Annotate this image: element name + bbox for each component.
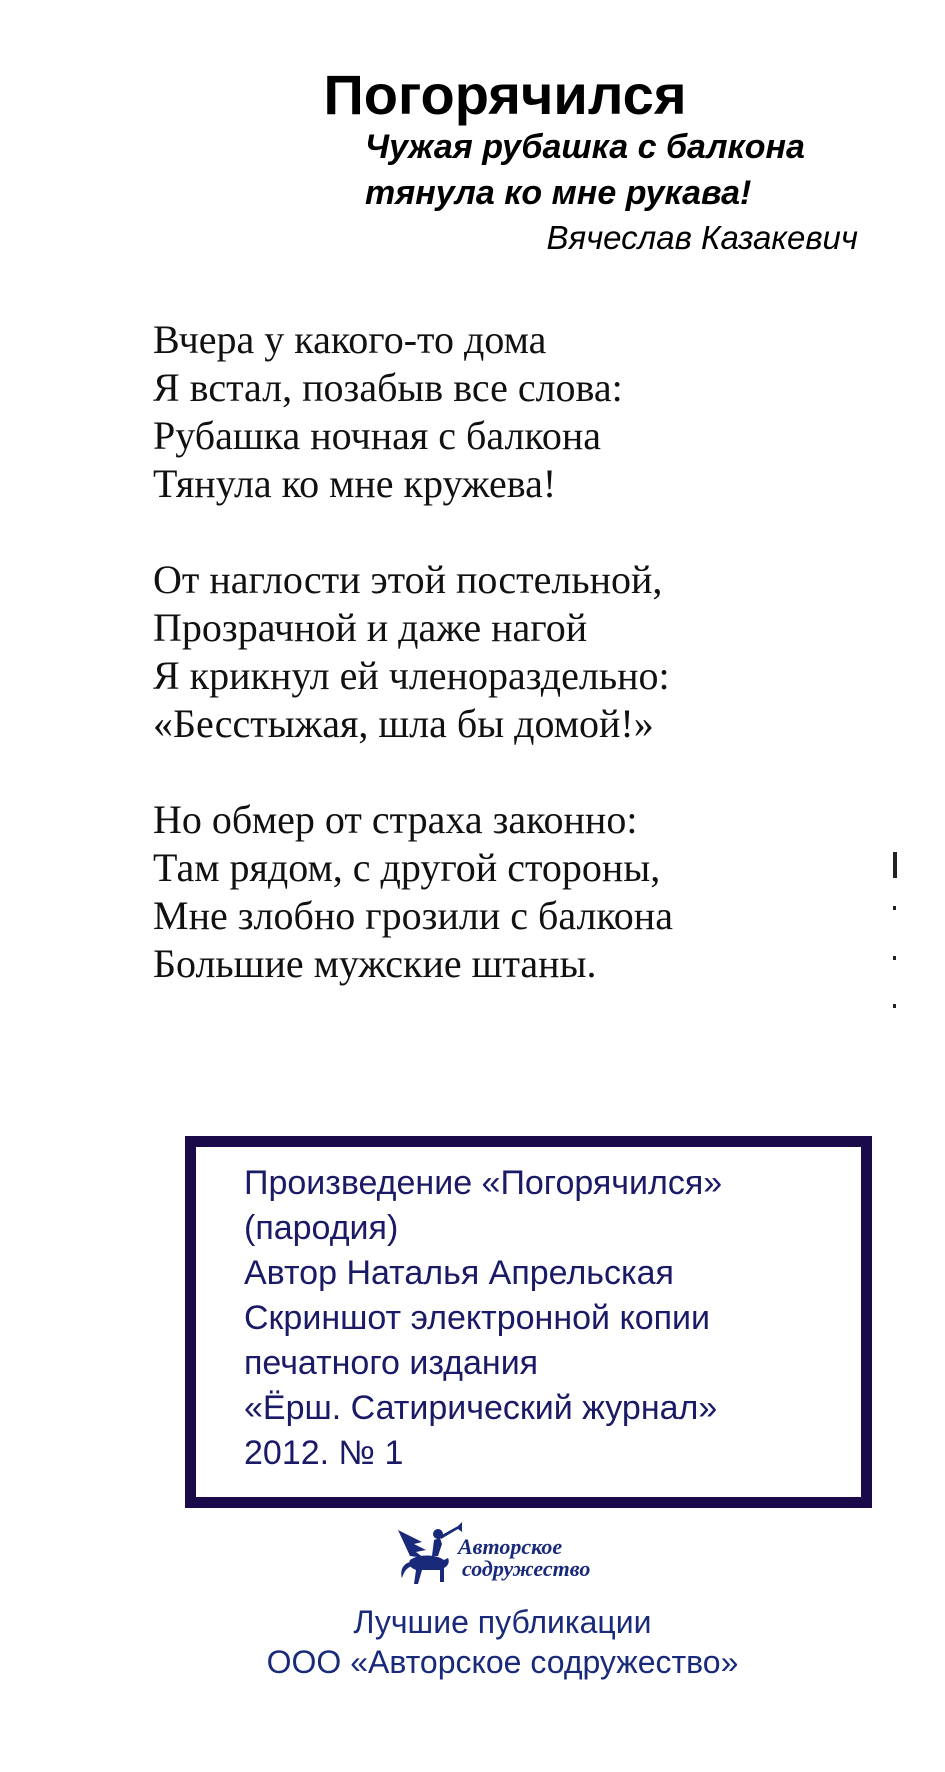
- info-line: «Ёрш. Сатирический журнал»: [244, 1389, 718, 1427]
- poem: [153, 316, 673, 1036]
- poem-line: Я крикнул ей членораздельно:: [153, 653, 670, 698]
- logo-line: Авторское: [458, 1534, 563, 1559]
- page-title: Погорячился: [323, 63, 687, 126]
- logo-line: содружество: [462, 1556, 591, 1581]
- edge-fragment: [893, 1004, 896, 1008]
- poem-line: Я встал, позабыв все слова:: [153, 365, 623, 410]
- epigraph-author: Вячеслав Казакевич: [546, 219, 858, 256]
- info-line: 2012. № 1: [244, 1434, 404, 1472]
- poem-line: Там рядом, с другой стороны,: [153, 845, 661, 890]
- info-line: Скриншот электронной копии: [244, 1299, 711, 1337]
- edge-fragment: [893, 852, 897, 878]
- epigraph-line: тянула ко мне рукава!: [365, 174, 752, 212]
- epigraph-line: Чужая рубашка с балкона: [365, 128, 805, 166]
- poem-stanza: [153, 796, 673, 988]
- footer-line: Лучшие публикации: [353, 1604, 652, 1640]
- info-box: [185, 1136, 872, 1508]
- poem-line: Вчера у какого-то дома: [153, 317, 547, 362]
- footer-line: ООО «Авторское содружество»: [266, 1644, 739, 1680]
- poem-line: Но обмер от страха законно:: [153, 797, 638, 842]
- poem-line: Рубашка ночная с балкона: [153, 413, 601, 458]
- poem-line: Прозрачной и даже нагой: [153, 605, 588, 650]
- poem-stanza: [153, 316, 673, 508]
- edge-fragment: [893, 906, 896, 910]
- info-line: Произведение «Погорячился»: [244, 1164, 723, 1202]
- logo-wordmark: [458, 1536, 590, 1580]
- poem-line: «Бесстыжая, шла бы домой!»: [153, 701, 654, 746]
- poem-line: Большие мужские штаны.: [153, 941, 597, 986]
- info-line: Автор Наталья Апрельская: [244, 1254, 674, 1292]
- poem-line: От наглости этой постельной,: [153, 557, 663, 602]
- poem-stanza: [153, 556, 673, 748]
- pegasus-trumpeter-icon: [388, 1516, 468, 1596]
- footer: [0, 1602, 945, 1682]
- poem-line: Мне злобно грозили с балкона: [153, 893, 673, 938]
- info-line: печатного издания: [244, 1344, 539, 1382]
- info-text: [244, 1161, 722, 1476]
- info-line: (пародия): [244, 1209, 399, 1247]
- publisher-logo: [388, 1516, 608, 1596]
- edge-fragment: [893, 956, 896, 960]
- poem-line: Тянула ко мне кружева!: [153, 461, 557, 506]
- epigraph: [365, 124, 805, 216]
